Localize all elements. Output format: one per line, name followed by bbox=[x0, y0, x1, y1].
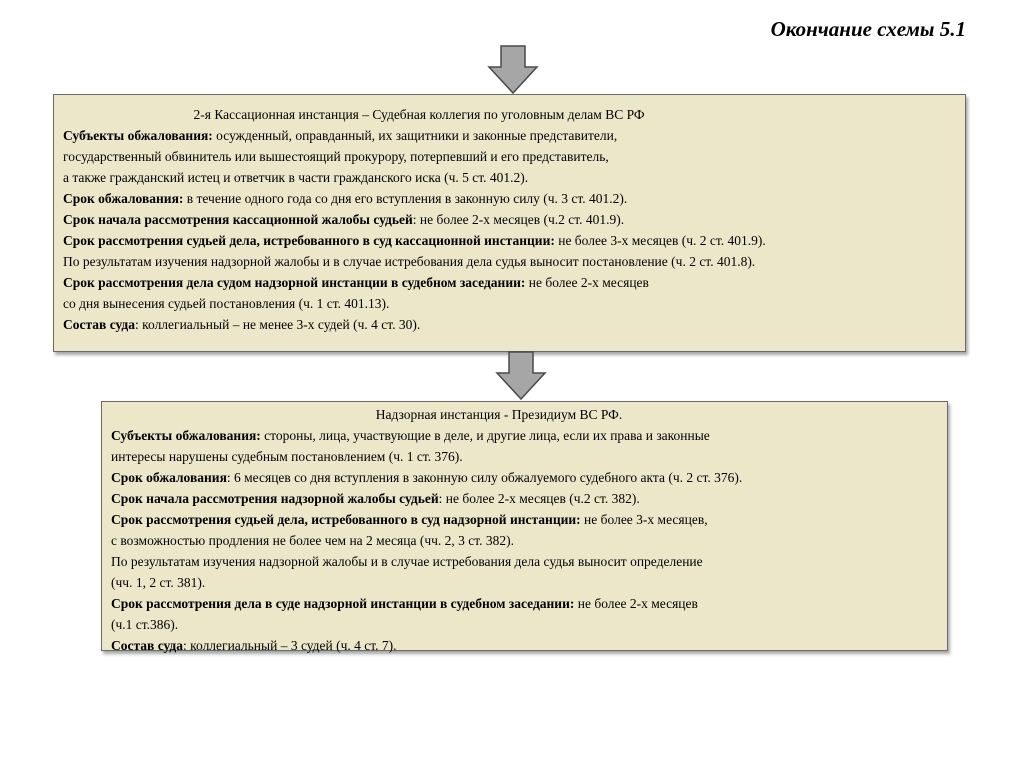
supervisory-session bbox=[111, 593, 947, 614]
supervisory-start-text: : не более 2-х месяцев (ч.2 ст. 382). bbox=[438, 491, 640, 506]
supervisory-start bbox=[111, 488, 947, 509]
supervisory-term-label: Срок обжалования bbox=[111, 470, 227, 485]
supervisory-result-cont: (чч. 1, 2 ст. 381). bbox=[111, 575, 206, 590]
cassation-term-label: Срок обжалования: bbox=[63, 191, 184, 206]
cassation-subjects-cont-1: государственный обвинитель или вышестоящий прокурору, потерпевший и его представитель, bbox=[63, 149, 609, 164]
cassation-heading: 2-я Кассационная инстанция – Судебная коллегия по уголовным делам ВС РФ bbox=[193, 107, 645, 122]
cassation-result: По результатам изучения надзорной жалобы и в случае истребования дела судья выносит постановление (ч. 2 ст. 401.8). bbox=[63, 254, 756, 269]
supervisory-start-label: Срок начала рассмотрения надзорной жалобы судьей bbox=[111, 491, 439, 506]
supervisory-subjects-label: Субъекты обжалования: bbox=[111, 428, 261, 443]
cassation-term-text: в течение одного года со дня его вступления в законную силу (ч. 3 ст. 401.2). bbox=[183, 191, 628, 206]
down-arrow-bottom bbox=[495, 351, 547, 401]
cassation-subjects-text: осужденный, оправданный, их защитники и законные представители, bbox=[212, 128, 618, 143]
cassation-court-text: : коллегиальный – не менее 3-х судей (ч. 4 ст. 30). bbox=[135, 317, 421, 332]
supervisory-term bbox=[111, 467, 947, 488]
supervisory-judge-cont: с возможностью продления не более чем на 2 месяца (чч. 2, 3 ст. 382). bbox=[111, 533, 515, 548]
cassation-judge-text: не более 3-х месяцев (ч. 2 ст. 401.9). bbox=[554, 233, 766, 248]
page-title: Окончание схемы 5.1 bbox=[770, 17, 966, 41]
cassation-subjects-label: Субъекты обжалования: bbox=[63, 128, 213, 143]
cassation-session-label: Срок рассмотрения дела судом надзорной инстанции в судебном заседании: bbox=[63, 275, 526, 290]
cassation-start-text: : не более 2-х месяцев (ч.2 ст. 401.9). bbox=[412, 212, 625, 227]
supervisory-session-label: Срок рассмотрения дела в суде надзорной инстанции в судебном заседании: bbox=[111, 596, 575, 611]
cassation-judge-label: Срок рассмотрения судьей дела, истребованного в суд кассационной инстанции: bbox=[63, 233, 555, 248]
cassation-court bbox=[63, 314, 965, 335]
cassation-subjects bbox=[63, 125, 965, 146]
supervisory-judge bbox=[111, 509, 947, 530]
down-arrow-top bbox=[487, 45, 539, 95]
supervisory-term-text: : 6 месяцев со дня вступления в законную силу обжалуемого судебного акта (ч. 2 ст. 376). bbox=[226, 470, 743, 485]
cassation-session-text: не более 2-х месяцев bbox=[525, 275, 649, 290]
supervisory-heading: Надзорная инстанция - Президиум ВС РФ. bbox=[375, 407, 623, 422]
supervisory-subjects-text: стороны, лица, участвующие в деле, и другие лица, если их права и законные bbox=[260, 428, 710, 443]
supervisory-court-label: Состав суда bbox=[111, 638, 183, 653]
supervisory-result: По результатам изучения надзорной жалобы и в случае истребования дела судья выносит определение bbox=[111, 554, 703, 569]
supervisory-subjects-cont: интересы нарушены судебным постановлением (ч. 1 ст. 376). bbox=[111, 449, 463, 464]
cassation-session bbox=[63, 272, 965, 293]
supervisory-session-cont: (ч.1 ст.386). bbox=[111, 617, 179, 632]
supervisory-session-text: не более 2-х месяцев bbox=[574, 596, 698, 611]
cassation-instance-box bbox=[53, 94, 966, 352]
supervisory-judge-label: Срок рассмотрения судьей дела, истребованного в суд надзорной инстанции: bbox=[111, 512, 581, 527]
cassation-term bbox=[63, 188, 965, 209]
supervisory-subjects bbox=[111, 425, 947, 446]
supervisory-court bbox=[111, 635, 947, 656]
supervisory-instance-box bbox=[101, 401, 948, 651]
cassation-session-cont: со дня вынесения судьей постановления (ч. 1 ст. 401.13). bbox=[63, 296, 390, 311]
cassation-judge bbox=[63, 230, 965, 251]
supervisory-court-text: : коллегиальный – 3 судей (ч. 4 ст. 7). bbox=[183, 638, 397, 653]
cassation-start-label: Срок начала рассмотрения кассационной жалобы судьей bbox=[63, 212, 413, 227]
cassation-court-label: Состав суда bbox=[63, 317, 135, 332]
supervisory-judge-text: не более 3-х месяцев, bbox=[580, 512, 708, 527]
cassation-start bbox=[63, 209, 965, 230]
cassation-subjects-cont-2: а также гражданский истец и ответчик в части гражданского иска (ч. 5 ст. 401.2). bbox=[63, 170, 529, 185]
